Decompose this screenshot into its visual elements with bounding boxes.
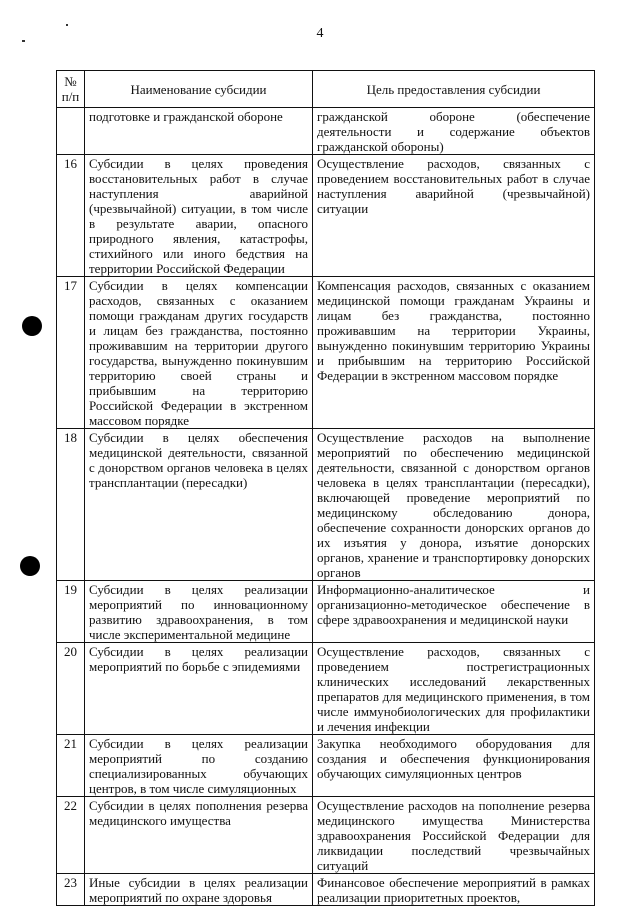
scan-speck: [22, 40, 25, 42]
table-header-row: [57, 71, 595, 108]
subsidies-table: [56, 70, 595, 906]
subsidy-purpose: Осуществление расходов, связанных с проведением восстановительных работ в случае наступления аварийной (чрезвычайной) ситуации: [313, 155, 595, 277]
subsidy-name: Субсидии в целях реализации мероприятий по созданию специализированных обучающих центров, в том числе симуляционных: [85, 735, 313, 797]
subsidy-name: Иные субсидии в целях реализации мероприятий по охране здоровья: [85, 874, 313, 906]
row-number: 16: [57, 155, 85, 277]
header-number: № п/п: [57, 71, 85, 108]
subsidy-purpose: Закупка необходимого оборудования для создания и обеспечения функционирования обучающих симуляционных центров: [313, 735, 595, 797]
table-row: [57, 429, 595, 581]
table-row: [57, 108, 595, 155]
subsidy-purpose: Информационно-аналитическое и организационно-методическое обеспечение в сфере здравоохранения и медицинской науки: [313, 581, 595, 643]
row-number: 17: [57, 277, 85, 429]
subsidy-name: Субсидии в целях обеспечения медицинской деятельности, связанной с донорством органов человека в целях трансплантации (пересадки): [85, 429, 313, 581]
subsidy-name: подготовке и гражданской обороне: [85, 108, 313, 155]
subsidy-purpose: Компенсация расходов, связанных с оказанием медицинской помощи гражданам Украины и лицам без гражданства, постоянно проживавшим на территории Украины, вынужденно покинувшим территорию Украины и прибывшим на территорию Российской Федерации в экстренном массовом порядке: [313, 277, 595, 429]
row-number: 19: [57, 581, 85, 643]
punch-hole-mark: [20, 556, 40, 576]
table-row: [57, 277, 595, 429]
scan-speck: [66, 24, 68, 26]
subsidy-purpose: Осуществление расходов на выполнение мероприятий по обеспечению медицинской деятельности, связанной с донорством органов человека в целях трансплантации (пересадки), включающей проведение мероприятий по медицинскому обследованию донора, обеспечение сохранности донорских органов до их изъятия у донора, изъятие донорских органов, хранение и транспортировку донорских органов: [313, 429, 595, 581]
table-row: [57, 874, 595, 906]
subsidy-name: Субсидии в целях реализации мероприятий по борьбе с эпидемиями: [85, 643, 313, 735]
row-number: 22: [57, 797, 85, 874]
row-number: [57, 108, 85, 155]
subsidy-name: Субсидии в целях компенсации расходов, связанных с оказанием помощи гражданам других государств и лицам без гражданства, постоянно проживавшим на территории другого государства, вынужденно покинувшим территорию своей страны и прибывшим на территорию Российской Федерации в экстренном массовом порядке: [85, 277, 313, 429]
table-row: [57, 797, 595, 874]
row-number: 21: [57, 735, 85, 797]
subsidy-purpose: Осуществление расходов на пополнение резерва медицинского имущества Министерства здравоохранения Российской Федерации для ликвидации последствий чрезвычайных ситуаций: [313, 797, 595, 874]
table-body: [57, 108, 595, 906]
header-subsidy-purpose: Цель предоставления субсидии: [313, 71, 595, 108]
header-subsidy-name: Наименование субсидии: [85, 71, 313, 108]
table-row: [57, 581, 595, 643]
table-row: [57, 735, 595, 797]
punch-hole-mark: [22, 316, 42, 336]
subsidy-name: Субсидии в целях проведения восстановительных работ в случае наступления аварийной (чрезвычайной) ситуации, в том числе в результате аварии, опасного природного явления, катастрофы, стихийного или иного бедствия на территории Российской Федерации: [85, 155, 313, 277]
row-number: 23: [57, 874, 85, 906]
table-row: [57, 155, 595, 277]
subsidy-purpose: Финансовое обеспечение мероприятий в рамках реализации приоритетных проектов,: [313, 874, 595, 906]
row-number: 18: [57, 429, 85, 581]
table-row: [57, 643, 595, 735]
subsidy-name: Субсидии в целях реализации мероприятий по инновационному развитию здравоохранения, в том числе экспериментальной медицине: [85, 581, 313, 643]
subsidy-purpose: гражданской обороне (обеспечение деятельности и содержание объектов гражданской обороны): [313, 108, 595, 155]
subsidy-purpose: Осуществление расходов, связанных с проведением пострегистрационных клинических исследований лекарственных препаратов для медицинского применения, в том числе иммунобиологических для профилактики и лечения инфекции: [313, 643, 595, 735]
subsidy-name: Субсидии в целях пополнения резерва медицинского имущества: [85, 797, 313, 874]
row-number: 20: [57, 643, 85, 735]
page-number: 4: [316, 26, 324, 41]
